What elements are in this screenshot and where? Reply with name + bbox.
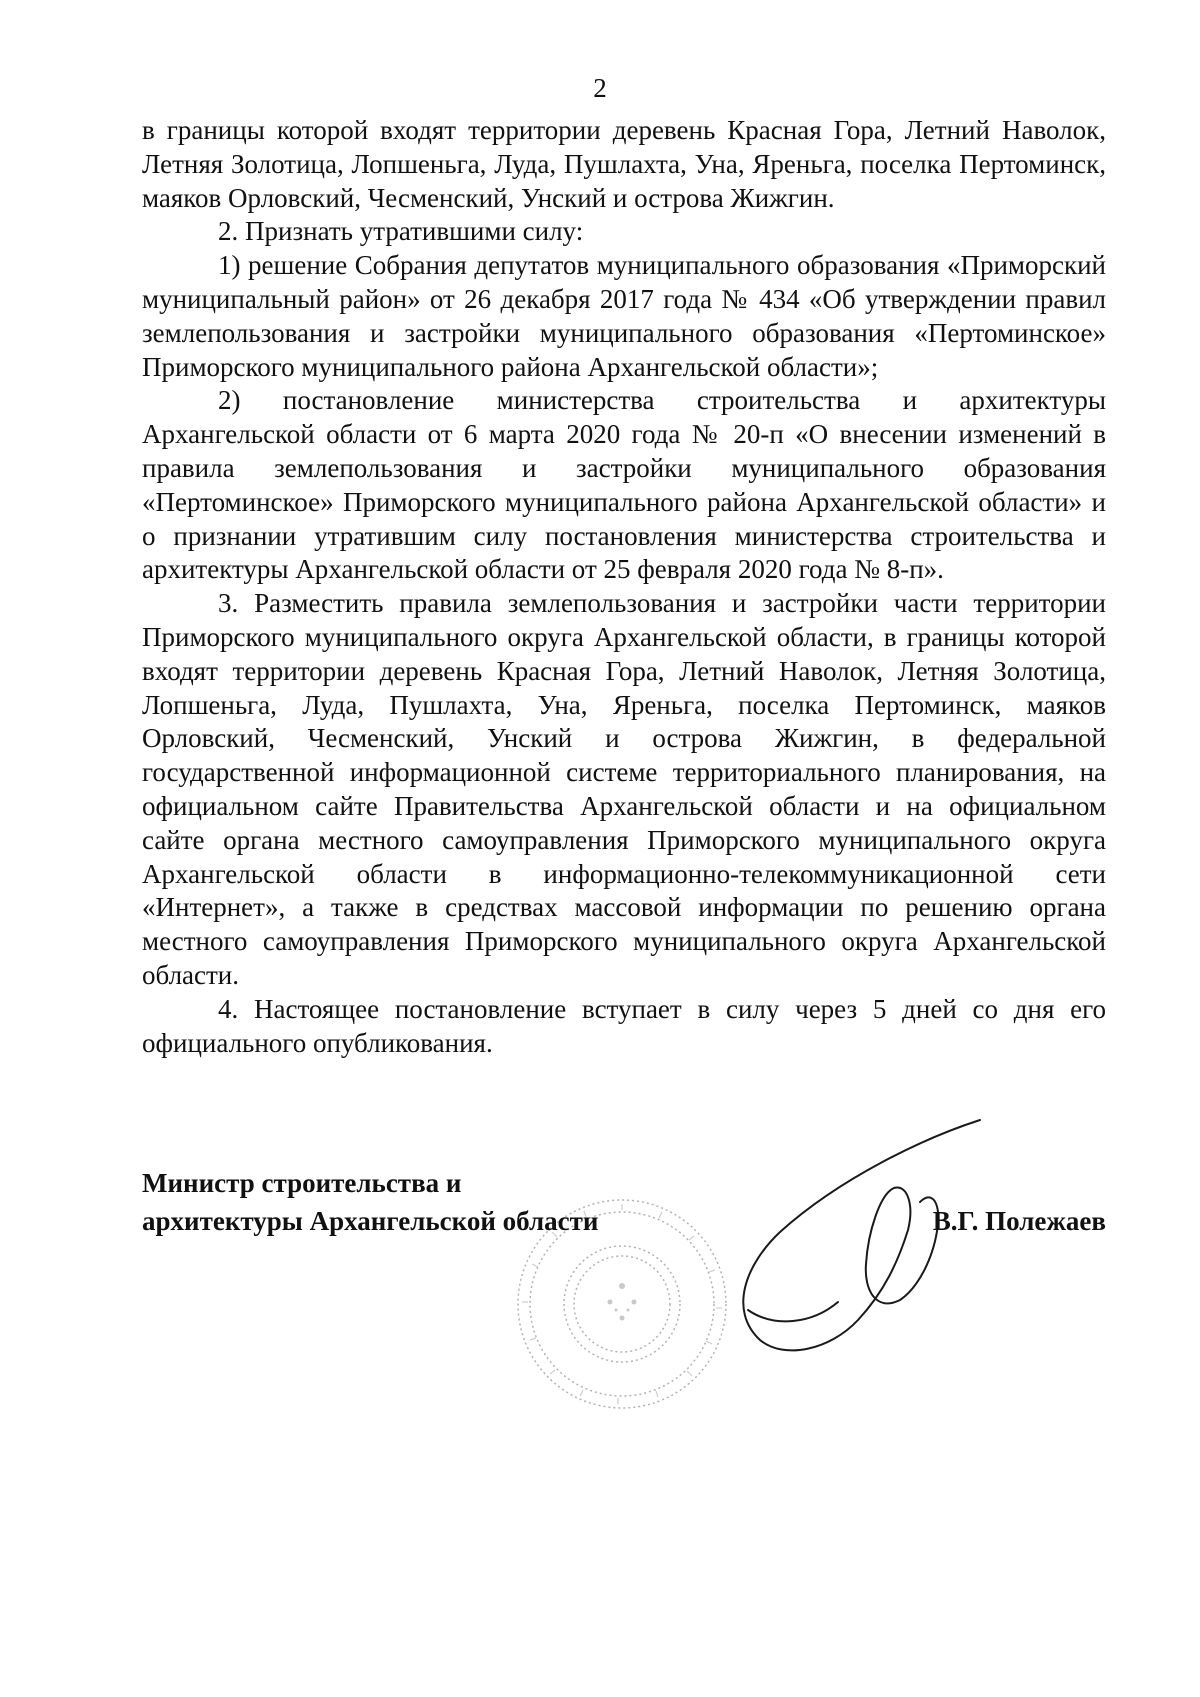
paragraph-continuation: в границы которой входят территории деревень Красная Гора, Летний Наволок, Летняя Золотица, Лопшеньга, Луда, Пушлахта, Уна, Яреньга, поселка Пертоминск, маяков Орловский, Чесменский, Унский и острова Жижгин. bbox=[142, 115, 1106, 213]
paragraph-item-3: 3. Разместить правила землепользования и застройки части территории Приморского муниципального округа Архангельской области, в границы которой входят территории деревень Красная Гора, Летний Наволок, Летняя Золотица, Лопшеньга, Луда, Пушлахта, Уна, Яреньга, поселка Пертоминск, маяков Орловский, Чесменский, Унский и острова Жижгин, в федеральной государственной информационной системе территориального планирования, на официальном сайте Правительства Архангельской области и на официальном сайте органа местного самоуправления Приморского муниципального округа Архангельской области в информационно-телекоммуникационной сети «Интернет», а также в средствах массовой информации по решению органа местного самоуправления Приморского муниципального округа Архангельской области. bbox=[142, 588, 1106, 990]
page-number: 2 bbox=[593, 73, 607, 103]
document-body bbox=[142, 114, 1106, 1060]
paragraph-item-4: 4. Настоящее постановление вступает в силу через 5 дней со дня его официального опубликования. bbox=[142, 993, 1106, 1058]
signatory-position-line-1: Министр строительства и bbox=[142, 1168, 462, 1198]
signatory-name: В.Г. Полежаев bbox=[932, 1206, 1106, 1236]
handwritten-signature bbox=[662, 1114, 992, 1374]
paragraph-item-2-2: 2) постановление министерства строительства и архитектуры Архангельской области от 6 марта 2020 года № 20-п «О внесении изменений в правила землепользования и застройки муниципального образования «Пертоминское» Приморского муниципального района Архангельской области» и о признании утратившим силу постановления министерства строительства и архитектуры Архангельской области от 25 февраля 2020 года № 8-п». bbox=[142, 385, 1106, 585]
signature-block bbox=[142, 1164, 1106, 1364]
paragraph-item-2: 2. Признать утратившими силу: bbox=[218, 216, 584, 247]
signatory-position-line-2: архитектуры Архангельской области bbox=[142, 1206, 599, 1236]
paragraph-item-2-1: 1) решение Собрания депутатов муниципального образования «Приморский муниципальный район» от 26 декабря 2017 года № 434 «Об утверждении правил землепользования и застройки муниципального образования «Пертоминское» Приморского муниципального района Архангельской области»; bbox=[142, 250, 1106, 382]
signatory-position bbox=[142, 1164, 598, 1240]
